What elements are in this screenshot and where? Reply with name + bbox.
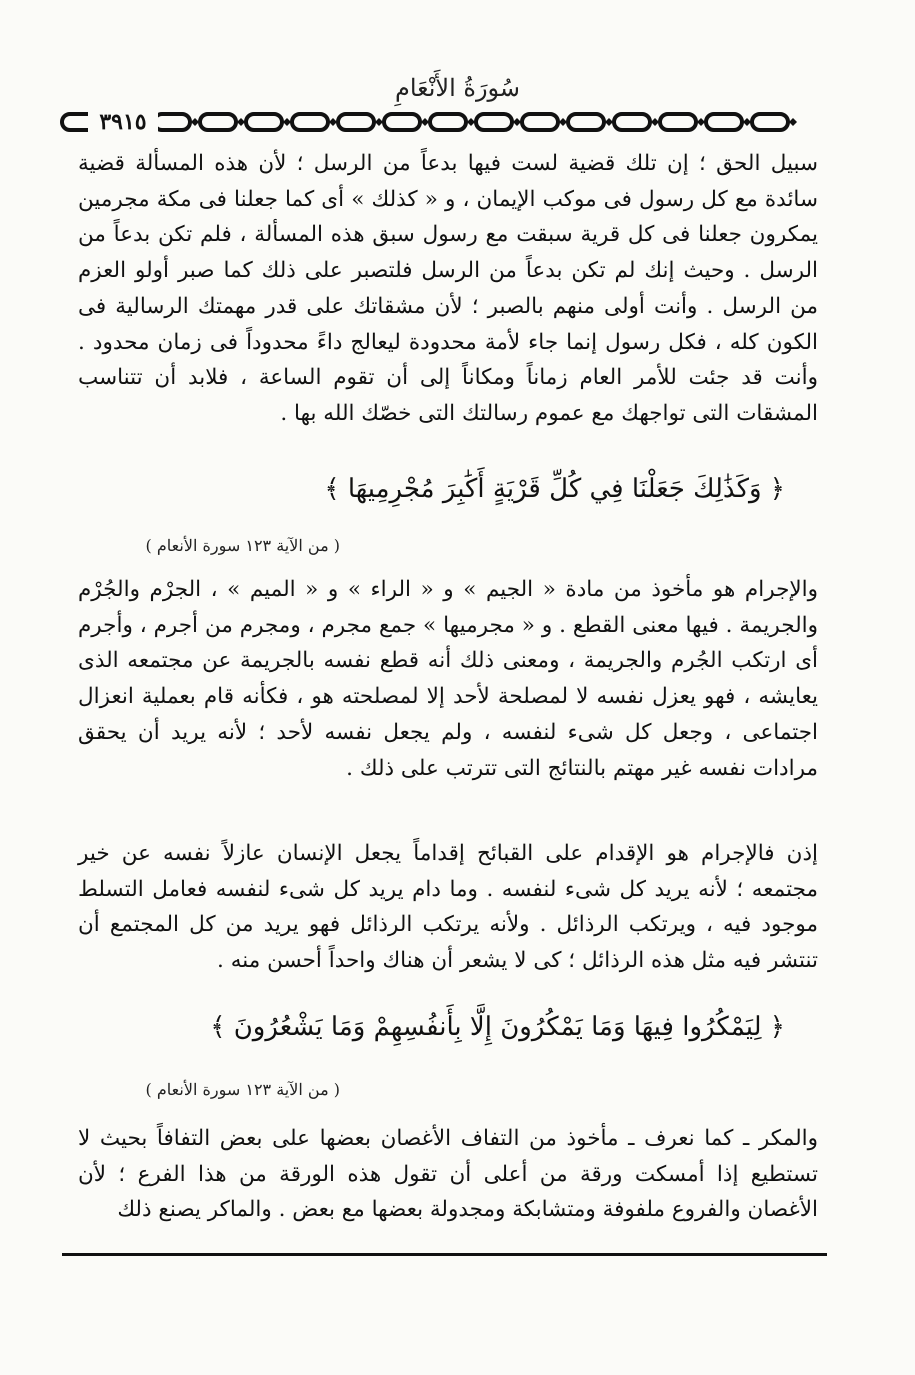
- chain-diamond: [605, 118, 613, 126]
- chain-link: [522, 114, 558, 130]
- chain-link: [384, 114, 420, 130]
- chain-link: [476, 114, 512, 130]
- chain-diamond: [237, 118, 245, 126]
- chain-diamond: [513, 118, 521, 126]
- chain-link: [752, 114, 788, 130]
- chain-link: [430, 114, 466, 130]
- chain-link: [292, 114, 328, 130]
- paragraph-4: والمكر ـ كما نعرف ـ مأخوذ من التفاف الأغصان بعضها على بعض التفافاً بحيث لا تستطيع إذا أمسكت ورقة من أعلى أن تقول هذه الورقة من هذا الفرع ؛ لأن الأغصان والفروع ملفوفة ومتشابكة ومجدولة بعضها مع بعض . والماكر يصنع ذلك: [78, 1126, 818, 1223]
- quran-verse-2: ﴿ لِيَمْكُرُوا فِيهَا وَمَا يَمْكُرُونَ إِلَّا بِأَنفُسِهِمْ وَمَا يَشْعُرُونَ ﴾: [210, 1012, 785, 1042]
- verse-citation-1: ( من الآية ١٢٣ سورة الأنعام ): [145, 536, 340, 555]
- paragraph-1: سبيل الحق ؛ إن تلك قضية لست فيها بدعاً من الرسل ؛ لأن هذه المسألة قضية سائدة مع كل رسول فى موكب الإيمان ، و « كذلك » أى كما جعلنا فى مكة مجرمين يمكرون جعلنا فى كل قرية سبقت مع رسول سبق هذه المسألة ، فلم تكن بدعاً من الرسل . وحيث إنك لم تكن بدعاً من الرسل فلتصبر على ذلك كما صبر أولو العزم من الرسل . وأنت أولى منهم بالصبر ؛ لأن مشقاتك على قدر مهمتك الرسالية فى الكون كله ، فكل رسول إنما جاء لأمة محدودة ليعالج داءً محدوداً فى زمان محدود . وأنت قد جئت للأمر العام زماناً ومكاناً إلى أن تقوم الساعة ، فلابد أن تتناسب المشقات التى تواجهك مع عموم رسالتك التى خصّك الله بها .: [78, 151, 818, 426]
- chain-link: [614, 114, 650, 130]
- chain-link: [246, 114, 282, 130]
- chain-diamond: [697, 118, 705, 126]
- chain-diamond: [467, 118, 475, 126]
- quran-verse-1: ﴿ وَكَذَٰلِكَ جَعَلْنَا فِي كُلِّ قَرْيَةٍ أَكَٰبِرَ مُجْرِمِيهَا ﴾: [324, 474, 785, 504]
- paragraph-3: إذن فالإجرام هو الإقدام على القبائح إقداماً يجعل الإنسان عازلاً نفسه عن خير مجتمعه ؛ لأنه يريد كل شىء لنفسه . وما دام يريد كل شىء لنفسه فعامل التسلط موجود فيه ، ويرتكب الرذائل . ولأنه يرتكب الرذائل فهو يريد من كل المجتمع أن تنتشر فيه مثل هذه الرذائل ؛ كى لا يشعر أن هناك واحداً أحسن منه .: [78, 841, 818, 974]
- chain-diamond: [283, 118, 291, 126]
- chain-diamond: [191, 118, 199, 126]
- chain-link: [338, 114, 374, 130]
- decorative-chain-border: [58, 108, 828, 136]
- page-number: ٣٩١٥: [88, 108, 158, 136]
- chain-diamond: [743, 118, 751, 126]
- chain-link: [568, 114, 604, 130]
- chain-link: [200, 114, 236, 130]
- chain-diamond: [375, 118, 383, 126]
- verse-citation-2: ( من الآية ١٢٣ سورة الأنعام ): [145, 1080, 340, 1099]
- surah-title: سُورَةُ الأَنْعَامِ: [394, 74, 521, 102]
- chain-link: [706, 114, 742, 130]
- chain-link: [154, 114, 190, 130]
- chain-diamond: [559, 118, 567, 126]
- chain-diamond: [789, 118, 797, 126]
- paragraph-2: والإجرام هو مأخوذ من مادة « الجيم » و « الراء » و « الميم » ، الجرْم والجُرْم والجريمة . فيها معنى القطع . و « مجرميها » جمع مجرم ، ومجرم من أجرم ، وأجرم أى ارتكب الجُرم والجريمة ، ومعنى ذلك أنه قطع نفسه بالجريمة عن مجتمعه الذى يعايشه ، فهو يعزل نفسه لا لمصلحة لأحد إلا لمصلحته هو ، فكأنه قام بعملية انعزال اجتماعى ، وجعل كل شىء لنفسه ، ولم يجعل نفسه لأحد ؛ لأنه يريد أن يحقق مرادات نفسه غير مهتم بالنتائج التى تترتب على ذلك .: [78, 577, 818, 781]
- chain-diamond: [421, 118, 429, 126]
- chain-link: [660, 114, 696, 130]
- footer-rule: [62, 1253, 827, 1256]
- chain-diamond: [651, 118, 659, 126]
- chain-diamond: [329, 118, 337, 126]
